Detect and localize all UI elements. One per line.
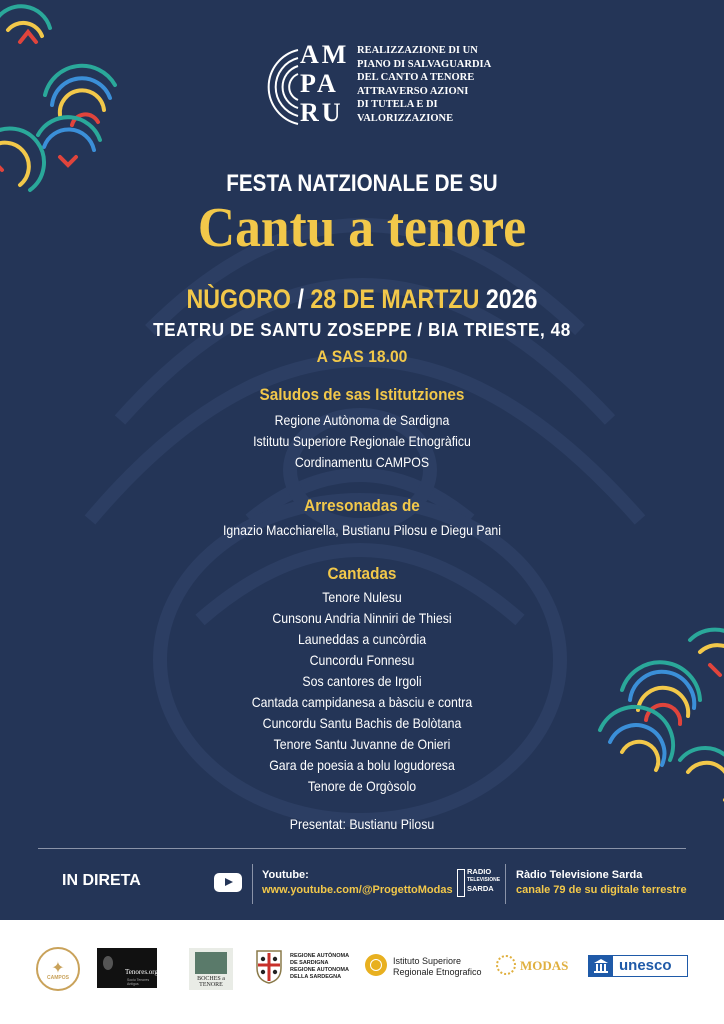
tenores-org-sub: Sociu Tenores Antigus	[127, 978, 150, 986]
youtube-title: Youtube:	[262, 869, 309, 881]
rts-channel: canale 79 de su digitale terrestre	[516, 884, 687, 896]
list-item: Gara de poesia a bolu logudoresa	[269, 757, 455, 773]
rts-logo-line: TELEVISIONE	[467, 877, 501, 883]
logo-line: RU	[300, 98, 344, 127]
list-item: Istitutu Superiore Regionale Etnogràficu	[253, 433, 471, 449]
temple-glyph	[589, 956, 613, 976]
tagline-line: DEL CANTO A TENORE	[357, 72, 475, 84]
list-item: Tenore Nulesu	[322, 589, 402, 605]
logo-line: PA	[300, 69, 339, 98]
rts-title: Ràdio Televisione Sarda	[516, 869, 643, 881]
separator	[505, 864, 506, 904]
regione-line: DELLA SARDEGNA	[290, 974, 342, 980]
campos-logo	[36, 947, 80, 991]
unesco-label: unesco	[619, 957, 672, 974]
unesco-logo	[588, 955, 688, 977]
isre-line: Istituto Superiore	[393, 956, 462, 966]
list-item: Regione Autònoma de Sardigna	[274, 412, 450, 428]
list-item: Tenore de Orgòsolo	[307, 778, 417, 794]
amparu-logo-text	[300, 40, 349, 127]
live-label: IN DIRETA	[62, 872, 141, 889]
tagline-line: ATTRAVERSO AZIONI	[357, 85, 469, 97]
separator	[252, 864, 253, 904]
isre-emblem-icon	[365, 954, 387, 976]
project-tagline	[357, 44, 491, 126]
event-date	[51, 284, 674, 315]
isre-emblem-ring	[370, 959, 382, 971]
talks-list	[0, 520, 724, 541]
list-item: Sos cantores de Irgoli	[302, 673, 422, 689]
tenores-org-label: Tenores.org	[125, 968, 159, 976]
list-item: Cunsonu Andria Ninniri de Thiesi	[272, 610, 452, 626]
list-item: Ignazio Macchiarella, Bustianu Pilosu e Diegu Pani	[222, 522, 502, 538]
performances-list	[0, 587, 724, 797]
modas-icon	[496, 955, 516, 975]
sponsor-footer	[0, 920, 724, 1024]
boches-label: BOCHES a TENORE	[197, 976, 225, 988]
regione-sardegna-label	[290, 953, 349, 981]
tagline-line: DI TUTELA E DI	[357, 99, 438, 111]
youtube-icon[interactable]	[214, 873, 242, 892]
event-day: 28 DE MARTZU	[310, 284, 480, 314]
singers-icon	[103, 956, 113, 970]
campos-label: CAMPOS	[47, 975, 69, 981]
live-broadcast-row	[0, 850, 724, 920]
temple-icon	[589, 956, 613, 976]
list-item: Cuncordu Santu Bachis de Bolòtana	[262, 715, 462, 731]
list-item: Cantada campidanesa a bàsciu e contra	[251, 694, 473, 710]
talks-heading: Arresonadas de	[304, 496, 420, 515]
rts-logo	[457, 867, 501, 901]
modas-label: MODAS	[520, 958, 569, 973]
event-subtitle: FESTA NATZIONALE DE SU	[226, 170, 498, 197]
shield-icon	[254, 948, 284, 984]
presenter: Presentat: Bustianu Pilosu	[289, 816, 435, 832]
singers-icon	[195, 952, 227, 974]
event-time: A SAS 18.00	[316, 347, 408, 366]
isre-line: Regionale Etnografico	[393, 967, 482, 977]
greetings-heading: Saludos de sas Istitutziones	[259, 385, 465, 404]
tenores-org-logo	[97, 948, 157, 988]
list-item: Tenore Santu Juvanne de Onieri	[273, 736, 451, 752]
regione-line: REGIONE AUTONOMA	[290, 967, 349, 973]
list-item: Launeddas a cuncòrdia	[297, 631, 427, 647]
tagline-line: VALORIZZAZIONE	[357, 112, 454, 124]
event-venue: TEATRU DE SANTU ZOSEPPE / BIA TRIESTE, 48	[153, 320, 571, 340]
isre-label	[393, 956, 482, 978]
rts-logo-line: SARDA	[467, 884, 494, 893]
logo-line: AM	[300, 40, 350, 69]
performances-heading: Cantadas	[327, 564, 397, 583]
list-item: Cordinamentu CAMPOS	[294, 454, 430, 470]
regione-line: DE SARDIGNA	[290, 960, 329, 966]
event-city: NÙGORO	[186, 284, 291, 314]
rts-logo-icon	[457, 869, 465, 897]
event-year: 2026	[479, 284, 538, 314]
tagline-line: PIANO DI SALVAGUARDIA	[357, 58, 492, 70]
wheat-icon: ✦	[51, 960, 65, 977]
youtube-link[interactable]: www.youtube.com/@ProgettoModas	[262, 884, 453, 896]
list-item: Cuncordu Fonnesu	[309, 652, 415, 668]
boches-a-tenore-logo	[189, 948, 233, 990]
event-title: Cantu a tenore	[197, 197, 527, 259]
regione-line: REGIONE AUTÒNOMA	[290, 953, 350, 959]
date-separator: /	[290, 284, 311, 314]
regione-sardegna-emblem	[254, 948, 284, 984]
rts-logo-line: RADIO	[467, 867, 492, 876]
rts-logo-text	[467, 867, 500, 894]
divider	[38, 848, 686, 849]
greetings-list	[0, 410, 724, 473]
tagline-line: REALIZZAZIONE DI UN	[357, 45, 478, 56]
